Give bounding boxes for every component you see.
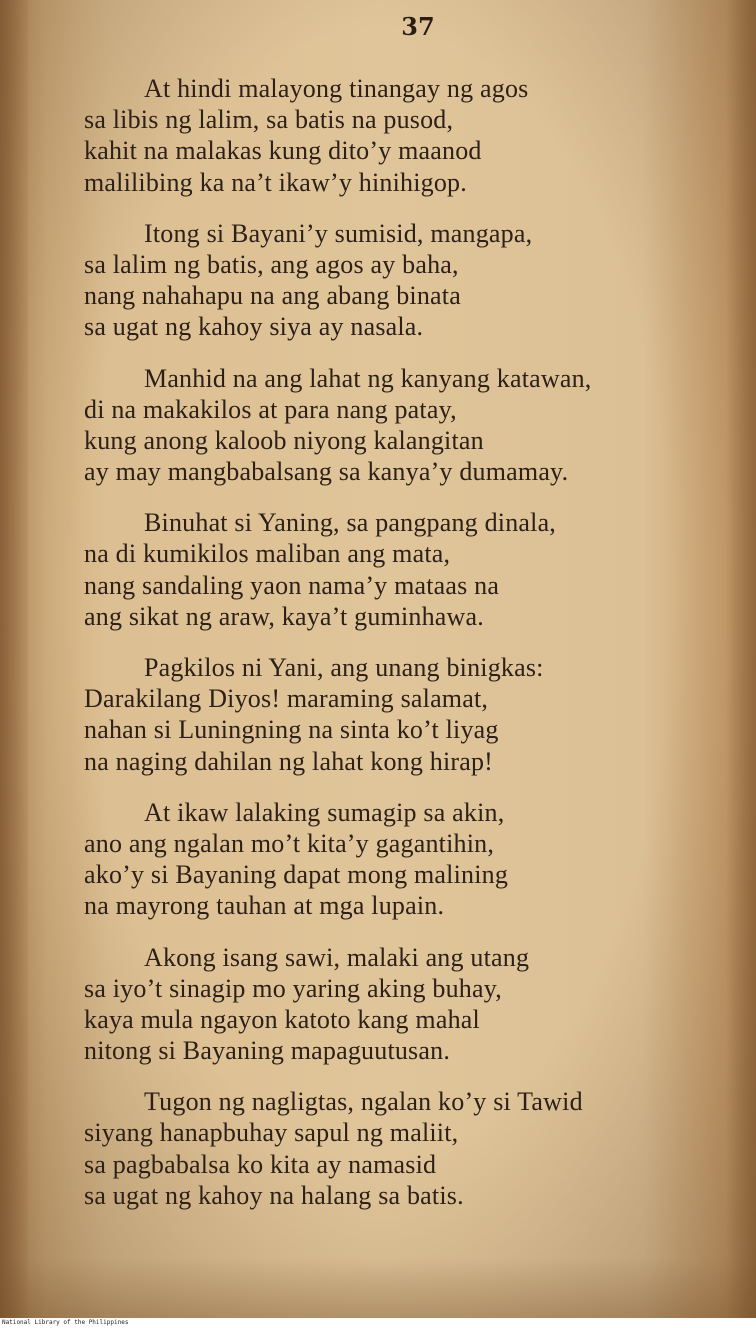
stanza (84, 507, 724, 632)
verse-line: siyang hanapbuhay sapul ng maliit, (84, 1118, 459, 1148)
page-number: 37 (401, 12, 435, 41)
page-right-shadow (726, 0, 756, 1318)
verse-line: Tugon ng nagligtas, ngalan ko’y si Tawid (144, 1087, 583, 1117)
page-left-shadow (0, 0, 28, 1318)
verse-line: Akong isang sawi, malaki ang utang (144, 942, 530, 972)
verse-line: ay may mangbabalsang sa kanya’y dumamay. (84, 457, 569, 487)
verse-line: kung anong kaloob niyong kalangitan (84, 425, 484, 455)
verse-line: sa pagbabalsa ko kita ay namasid (84, 1149, 437, 1179)
verse-line: At hindi malayong tinangay ng agos (144, 74, 529, 103)
verse-line: nang nahahapu na ang abang binata (84, 281, 461, 311)
verse-line: nahan si Luningning na sinta ko’t liyag (84, 715, 499, 745)
verse-line: kaya mula ngayon katoto kang mahal (84, 1004, 480, 1034)
verse-line: sa lalim ng batis, ang agos ay baha, (84, 249, 459, 279)
verse-line: At ikaw lalaking sumagip sa akin, (144, 797, 505, 827)
stanza (84, 942, 724, 1067)
verse-line: sa ugat ng kahoy na halang sa batis. (84, 1180, 464, 1210)
verse-line: sa ugat ng kahoy siya ay nasala. (84, 312, 424, 342)
verse-line: na di kumikilos maliban ang mata, (84, 539, 451, 569)
verse-line: di na makakilos at para nang patay, (84, 394, 457, 424)
page-bottom-shadow (0, 1258, 756, 1318)
stanza (84, 73, 724, 198)
verse-line: Itong si Bayani’y sumisid, mangapa, (144, 218, 533, 248)
verse-line: ako’y si Bayaning dapat mong malining (84, 860, 509, 890)
verse-line: sa libis ng lalim, sa batis na pusod, (84, 105, 454, 135)
verse-line: nang sandaling yaon nama’y mataas na (84, 570, 500, 600)
stanza (84, 797, 724, 922)
stanza (84, 1086, 724, 1211)
verse-line: Manhid na ang lahat ng kanyang katawan, (144, 363, 592, 393)
verse-line: nitong si Bayaning mapaguutusan. (84, 1036, 451, 1066)
stanza (84, 363, 724, 488)
verse-line: Pagkilos ni Yani, ang unang binigkas: (144, 653, 544, 682)
verse-line: malilibing ka na’t ikaw’y hinihigop. (84, 167, 467, 197)
verse-line: ang sikat ng araw, kaya’t guminhawa. (84, 601, 484, 631)
verse-line: Darakilang Diyos! maraming salamat, (84, 684, 489, 714)
verse-line: kahit na malakas kung dito’y maanod (84, 136, 482, 166)
verse-line: ano ang ngalan mo’t kita’y gagantihin, (84, 828, 495, 858)
verse-line: sa iyo’t sinagip mo yaring aking buhay, (84, 973, 502, 1003)
verse-line: Binuhat si Yaning, sa pangpang dinala, (144, 508, 557, 538)
verse-line: na naging dahilan ng lahat kong hirap! (84, 746, 494, 776)
stanza (84, 652, 724, 777)
poem-body (84, 73, 724, 1231)
footer-credit: National Library of the Philippines (2, 1319, 129, 1326)
verse-line: na mayrong tauhan at mga lupain. (84, 891, 445, 921)
stanza (84, 218, 724, 343)
